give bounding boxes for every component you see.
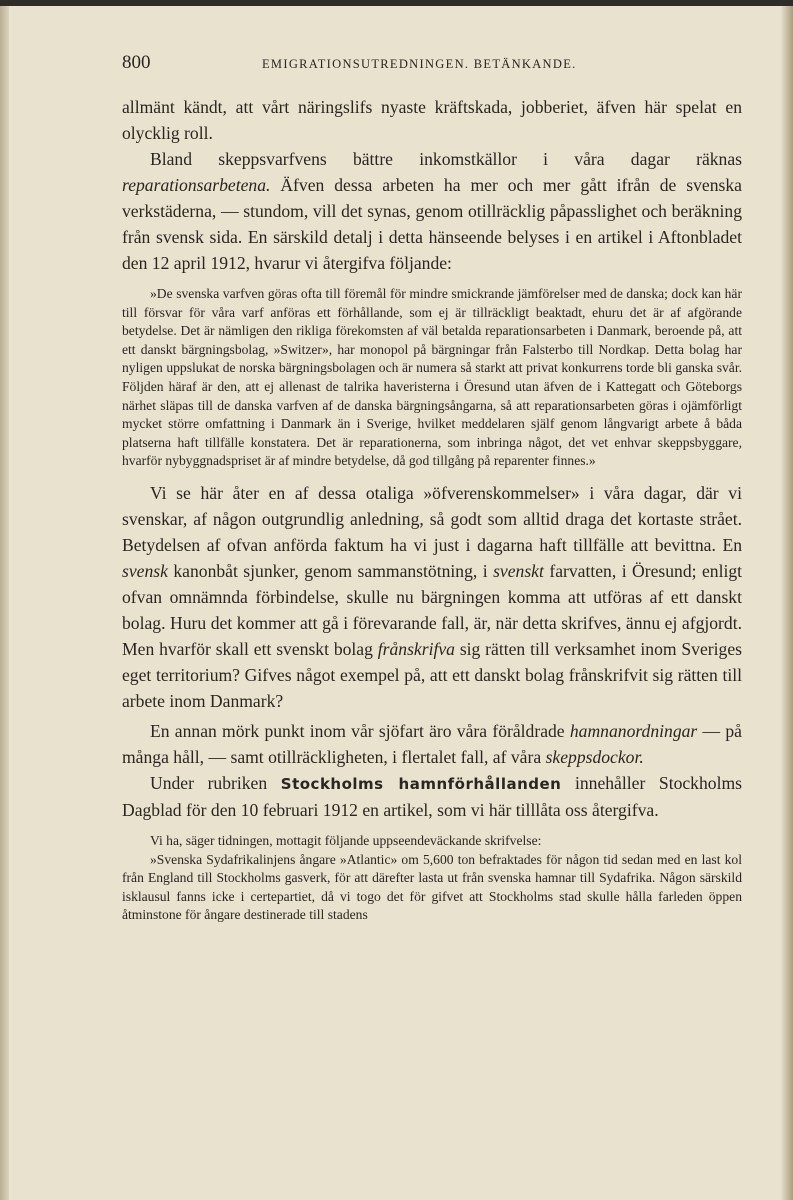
paragraph-3-a: Vi se här åter en af dessa otaliga »öfverenskommelser» i våra dagar, där vi svenskar, af någon outgrundlig anledning, så godt som alltid draga det kortaste strået. Betydelsen af ofvan anförda faktum ha vi just i dagarna haft tillfälle att bevittna. En — [122, 482, 742, 555]
paragraph-5 — [122, 770, 742, 823]
page-right-edge — [781, 6, 793, 1200]
paragraph-3-italic-1: svensk — [122, 560, 168, 581]
paragraph-3 — [122, 480, 742, 714]
running-title: EMIGRATIONSUTREDNINGEN. BETÄNKANDE. — [262, 57, 577, 71]
paragraph-3-b: kanonbåt sjunker, genom sammanstötning, i — [173, 560, 488, 581]
paragraph-4-a: En annan mörk punkt inom vår sjöfart äro våra föråldrade — [150, 720, 565, 741]
paragraph-3-italic-3: frånskrifva — [377, 638, 455, 659]
scan-top-band — [0, 0, 793, 6]
running-header — [122, 52, 742, 78]
paragraph-4-b: — på många håll, — samt otillräckligheten, i flertalet fall, af våra — [122, 720, 742, 767]
paragraph-2-lead: Bland skeppsvarfvens bättre inkomstkällor i våra dagar räknas — [150, 149, 742, 169]
quote-aftonbladet: »De svenska varfven göras ofta till föremål för mindre smickrande jämförelser med de danska; dock kan här till försvar för våra varf anföras ett förhållande, som ej är tillräckligt beaktadt, ehuru det är af afgörande betydelse. Det är nämligen den rikliga förekomsten af väl betalda reparationsarbeten i Danmark, beroende på, att ett danskt bärgningsbolag, »Switzer», har monopol på bärgningar från Falsterbo till Nordkap. Detta bolag har nyligen uppslukat de norska bärgningsbolagen och är numera så starkt att privat konkurrens torde bli ganska svår. Följden häraf är den, att ej allenast de talrika haveristerna i Öresund utan äfven de i Kattegatt och Göteborgs närhet släpas till de danska varfven af de danska bärgningsångarna, så att reparationsarbeten göras i ojämförligt mycket större omfattning i Danmark än i Sverige, hvilket meddelaren själf genom långvarigt arbete å båda platserna haft tillfälle konstatera. Det är reparationerna, som inbringa något, det vet enhvar skeppsbyggare, hvarför nybyggnadspriset är af mindre betydelse, då god tillgång på reparenter finnes.» — [122, 286, 742, 469]
paragraph-2-rest: Äfven dessa arbeten ha mer och mer gått ifrån de svenska verkstäderna, — stundom, vill det synas, genom otillräcklig påpasslighet och beräkning från svensk sida. En särskild detalj i detta hänseende belyses i en artikel i Aftonbladet den 12 april 1912, hvarur vi återgifva följande: — [122, 175, 742, 273]
quote-2-line-2: »Svenska Sydafrikalinjens ångare »Atlantic» om 5,600 ton befraktades för någon tid sedan med en last kol från England till Stockholms gasverk, för att därefter lasta ut från svenska hamnar till Sydafrika. Någon särskild isklausul fanns icke i certepartiet, då vi togo det för gifvet att Stockholms stad skulle hålla farleden öppen åtminstone för ångare destinerade till stadens — [122, 851, 742, 923]
paragraph-2-italic: reparationsarbetena. — [122, 175, 271, 195]
paragraph-4-italic-2: skeppsdockor. — [545, 746, 644, 767]
paragraph-5-b: innehåller Stockholms Dagblad för den 10 februari 1912 en artikel, som vi här tilllåta oss återgifva. — [122, 772, 742, 820]
page-number: 800 — [122, 52, 151, 73]
paragraph-5-a: Under rubriken — [150, 772, 268, 793]
paragraph-4-italic-1: hamnanordningar — [569, 720, 698, 741]
paragraph-1: allmänt kändt, att vårt näringslifs nyaste kräftskada, jobberiet, äfven här spelat en olycklig roll. — [122, 97, 742, 143]
paragraph-3-italic-2: svenskt — [493, 560, 544, 581]
paragraph-3-d: sig rätten till verksamhet inom Sveriges eget territorium? Gifves något exempel på, att ett danskt bolag frånskrifvit sig rätten till arbete inom Danmark? — [122, 638, 742, 711]
paragraph-5-heading: Stockholms hamnförhållanden — [280, 774, 562, 793]
paragraph-3-c: farvatten, i Öresund; enligt ofvan omnämnda förbindelse, skulle nu bärgningen komma att utföras af ett danskt bolag. Huru det kommer att gå i förevarande fall, är, när detta skrifves, ännu ej afgjordt. Men hvarför skall ett svenskt bolag — [122, 560, 743, 659]
paragraph-2 — [122, 146, 742, 276]
quote-2-line-1: Vi ha, säger tidningen, mottagit följande uppseendeväckande skrifvelse: — [150, 832, 542, 848]
page-left-edge — [0, 6, 9, 1200]
book-page — [122, 52, 742, 925]
paragraph-4 — [122, 718, 742, 770]
